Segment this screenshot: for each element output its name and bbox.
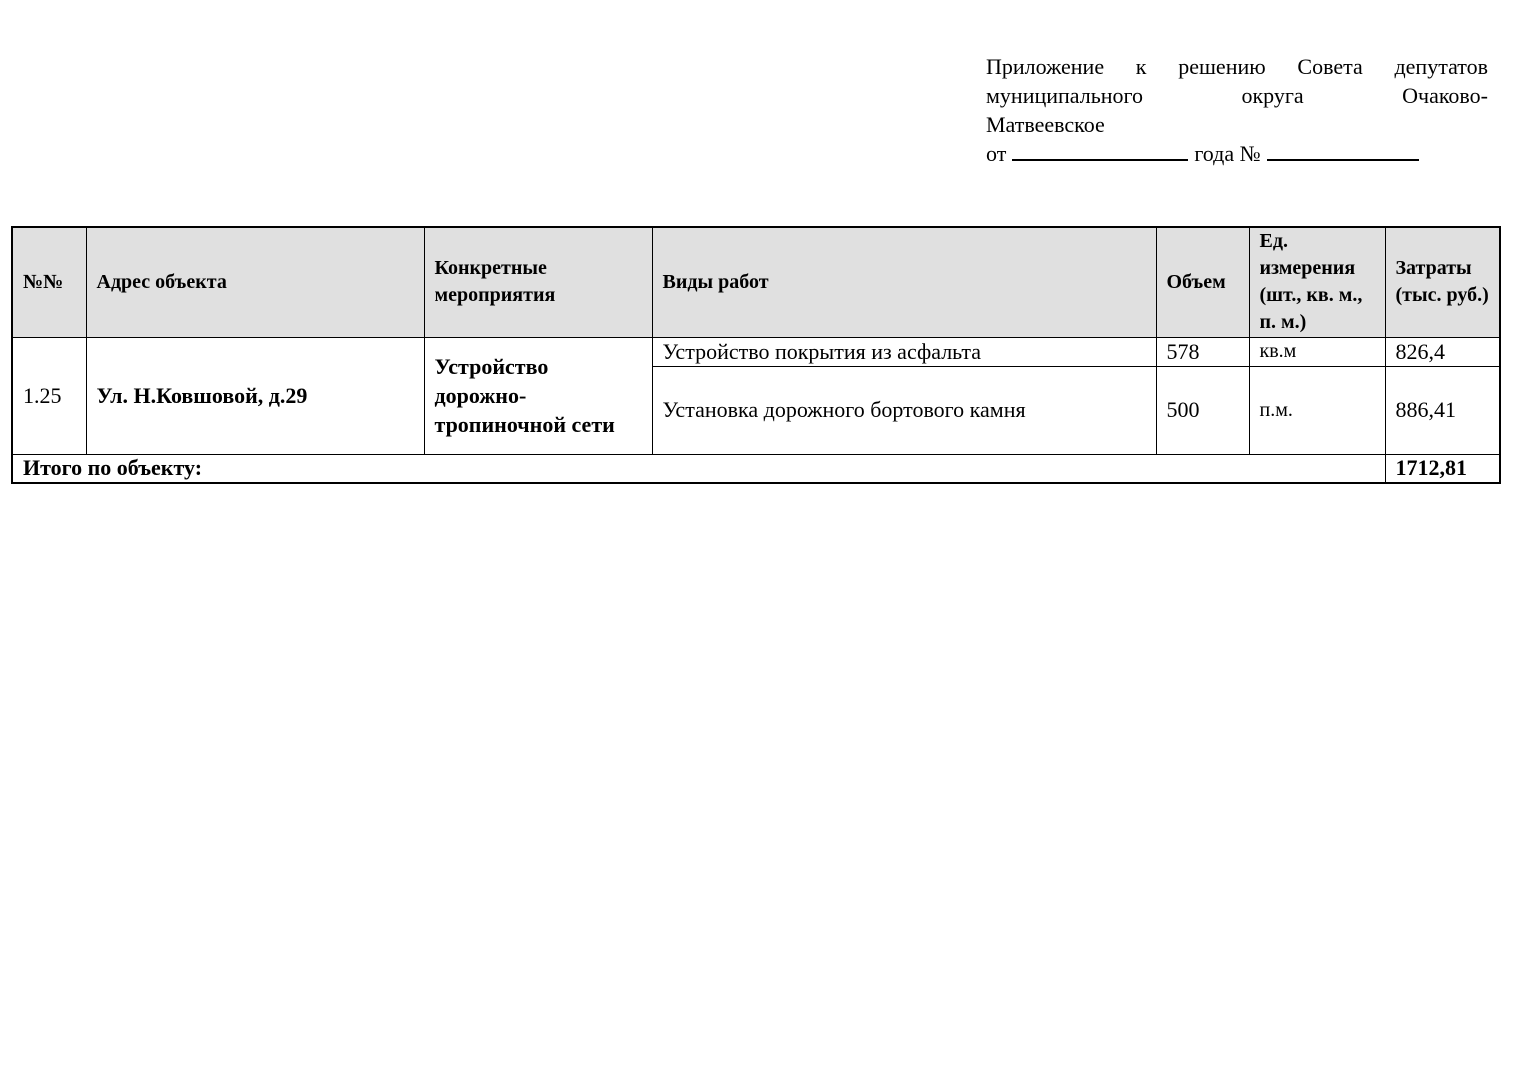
header-address: Адрес объекта xyxy=(86,227,424,337)
work-type-cell: Устройство покрытия из асфальта xyxy=(652,337,1156,366)
appendix-date-line xyxy=(986,139,1488,168)
cost-cell: 826,4 xyxy=(1385,337,1500,366)
object-address-cell: Ул. Н.Ковшовой, д.29 xyxy=(86,337,424,454)
appendix-word: Очаково- xyxy=(1402,83,1488,108)
date-blank xyxy=(1012,139,1188,161)
table-row xyxy=(12,337,1500,366)
appendix-word: Приложение xyxy=(986,54,1105,79)
appendix-line-3: Матвеевское xyxy=(986,112,1105,137)
volume-cell: 500 xyxy=(1156,366,1249,454)
from-label: от xyxy=(986,141,1007,166)
header-number: №№ xyxy=(12,227,86,337)
appendix-word: депутатов xyxy=(1394,54,1488,79)
header-measures: Конкретные мероприятия xyxy=(424,227,652,337)
appendix-word: округа xyxy=(1241,83,1304,108)
appendix-line-1 xyxy=(986,52,1488,81)
header-volume: Объем xyxy=(1156,227,1249,337)
appendix-word: к xyxy=(1135,54,1147,79)
appendix-word: Совета xyxy=(1297,54,1363,79)
appendix-header xyxy=(986,52,1488,168)
works-table xyxy=(11,226,1501,484)
appendix-word: решению xyxy=(1178,54,1266,79)
unit-cell: п.м. xyxy=(1249,366,1385,454)
number-blank xyxy=(1267,139,1419,161)
cost-cell: 886,41 xyxy=(1385,366,1500,454)
volume-cell: 578 xyxy=(1156,337,1249,366)
total-label: Итого по объекту: xyxy=(12,454,1385,483)
year-number-label: года № xyxy=(1194,141,1261,166)
object-number-cell: 1.25 xyxy=(12,337,86,454)
work-type-cell: Установка дорожного бортового камня xyxy=(652,366,1156,454)
unit-cell: кв.м xyxy=(1249,337,1385,366)
total-value: 1712,81 xyxy=(1385,454,1500,483)
appendix-line-2 xyxy=(986,81,1488,110)
total-row xyxy=(12,454,1500,483)
header-cost: Затраты (тыс. руб.) xyxy=(1385,227,1500,337)
header-works: Виды работ xyxy=(652,227,1156,337)
header-unit: Ед. измерения (шт., кв. м., п. м.) xyxy=(1249,227,1385,337)
object-measure-cell: Устройство дорожно-тропиночной сети xyxy=(424,337,652,454)
table-header-row xyxy=(12,227,1500,337)
appendix-word: муниципального xyxy=(986,83,1144,108)
